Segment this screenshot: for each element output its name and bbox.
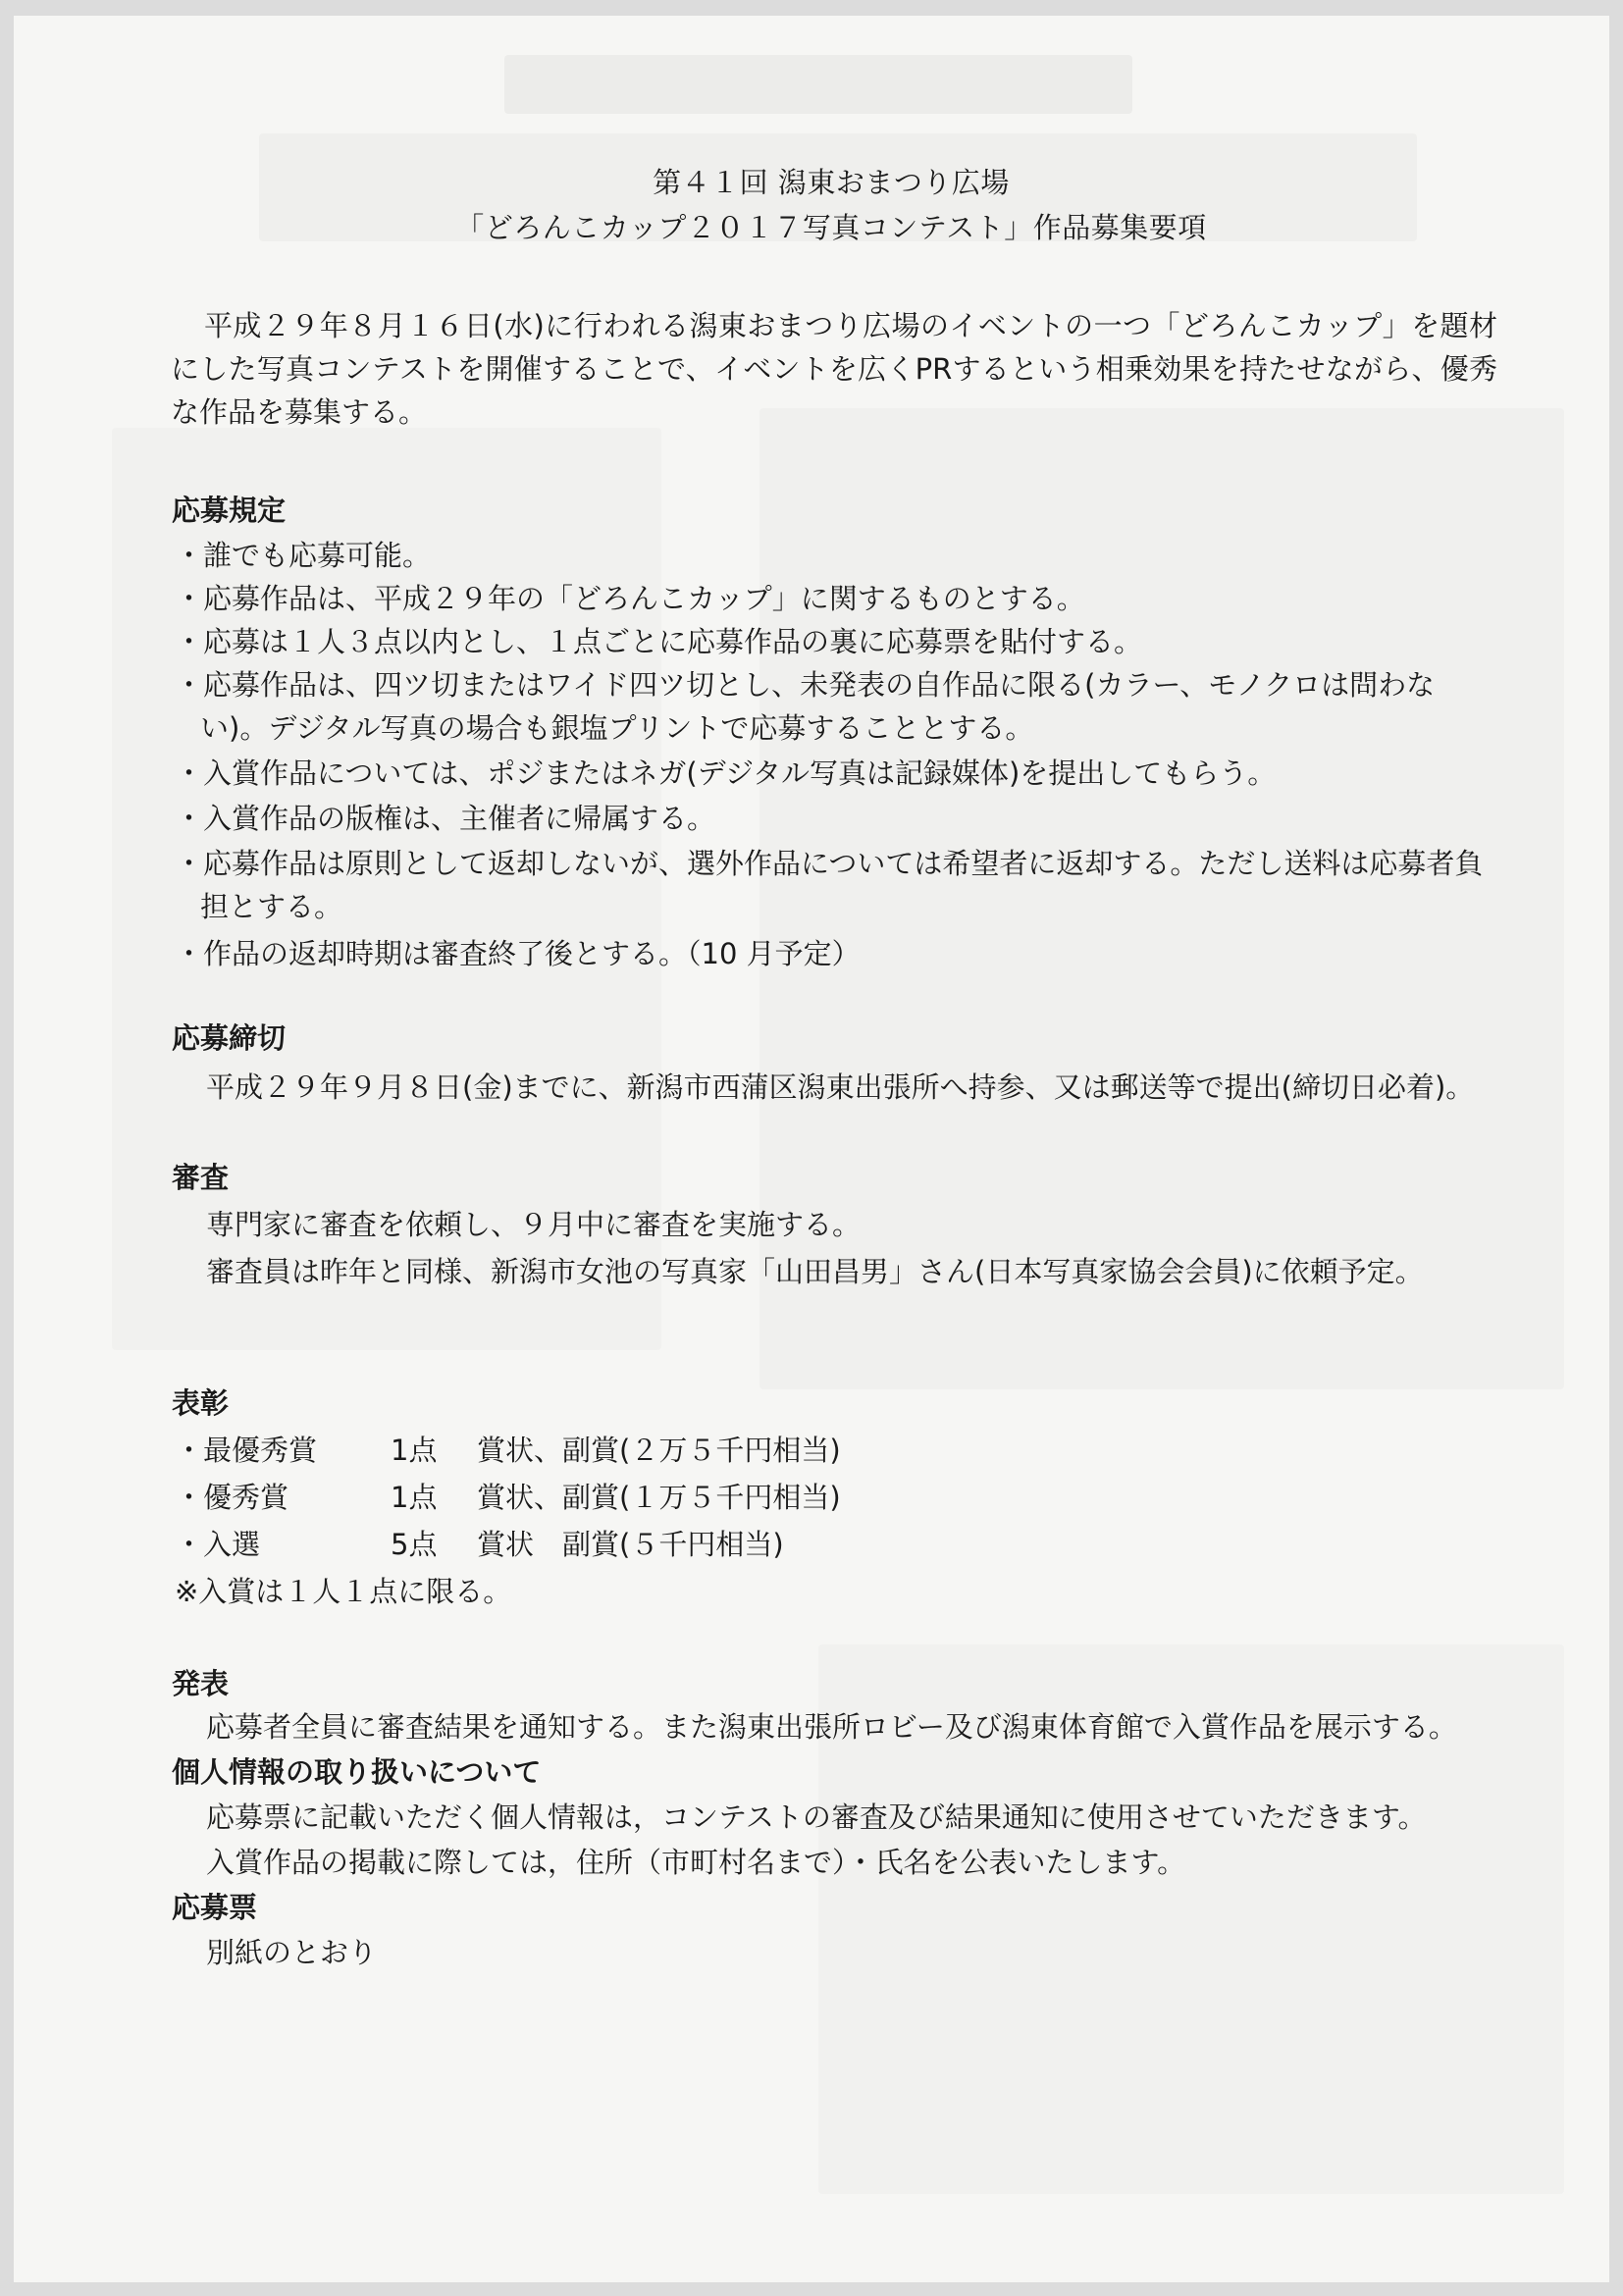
awards-note: ※入賞は１人１点に限る。 bbox=[175, 1575, 512, 1608]
award-count: 1点 bbox=[391, 1481, 438, 1514]
award-count: 5点 bbox=[391, 1528, 438, 1561]
award-prize: 賞状、副賞(１万５千円相当) bbox=[477, 1481, 841, 1514]
award-count: 1点 bbox=[391, 1434, 438, 1467]
rules-heading: 応募規定 bbox=[172, 494, 287, 527]
award-name: ・優秀賞 bbox=[175, 1481, 289, 1514]
rule-item-1: ・誰でも応募可能。 bbox=[175, 539, 432, 572]
award-row-selected bbox=[175, 1525, 784, 1564]
title-line-1: 第４１回 潟東おまつり広場 bbox=[653, 166, 1010, 199]
intro-paragraph: 平成２９年８月１６日(水)に行われる潟東おまつり広場のイベントの一つ「どろんこカップ」を題材にした写真コンテストを開催することで、イベントを広くPRするという相乗効果を持たせながら、優秀な作品を募集する。 bbox=[171, 309, 1497, 429]
rule-item-2: ・応募作品は、平成２９年の「どろんこカップ」に関するものとする。 bbox=[175, 582, 1085, 615]
privacy-line-1: 応募票に記載いただく個人情報は，コンテストの審査及び結果通知に使用させていただきます。 bbox=[206, 1800, 1427, 1834]
award-name: ・最優秀賞 bbox=[175, 1434, 318, 1467]
announcement-heading: 発表 bbox=[172, 1667, 230, 1700]
announcement-text: 応募者全員に審査結果を通知する。また潟東出張所ロビー及び潟東体育館で入賞作品を展示する。 bbox=[206, 1710, 1457, 1744]
deadline-heading: 応募締切 bbox=[172, 1021, 287, 1055]
title-line-2: 「どろんこカップ２０１７写真コンテスト」作品募集要項 bbox=[455, 211, 1207, 244]
rule-item-6: ・入賞作品の版権は、主催者に帰属する。 bbox=[175, 802, 716, 835]
rule-item-7: ・応募作品は原則として返却しないが、選外作品については希望者に返却する。ただし送料は応募者負担とする。 bbox=[175, 847, 1484, 923]
judging-line-2: 審査員は昨年と同様、新潟市女池の写真家「山田昌男」さん(日本写真家協会会員)に依頼予定。 bbox=[206, 1255, 1424, 1288]
award-row-excellent bbox=[175, 1478, 841, 1517]
deadline-text: 平成２９年９月８日(金)までに、新潟市西蒲区潟東出張所へ持参、又は郵送等で提出(締切日必着)。 bbox=[206, 1070, 1475, 1104]
rule-item-4: ・応募作品は、四ツ切またはワイド四ツ切とし、未発表の自作品に限る(カラー、モノクロは問わない)。デジタル写真の場合も銀塩プリントで応募することとする。 bbox=[175, 668, 1436, 745]
judging-line-1: 専門家に審査を依頼し、９月中に審査を実施する。 bbox=[206, 1208, 862, 1241]
award-row-grand bbox=[175, 1431, 841, 1470]
award-name: ・入選 bbox=[175, 1528, 261, 1561]
document-page bbox=[14, 16, 1609, 2282]
rule-item-3: ・応募は１人３点以内とし、１点ごとに応募作品の裏に応募票を貼付する。 bbox=[175, 625, 1143, 658]
entry-form-heading: 応募票 bbox=[172, 1891, 258, 1924]
award-prize: 賞状、副賞(２万５千円相当) bbox=[477, 1434, 841, 1467]
awards-heading: 表彰 bbox=[172, 1386, 230, 1420]
award-prize: 賞状 副賞(５千円相当) bbox=[477, 1528, 784, 1561]
rule-item-8: ・作品の返却時期は審査終了後とする。（10 月予定） bbox=[175, 937, 861, 970]
judging-heading: 審査 bbox=[172, 1161, 230, 1194]
entry-form-text: 別紙のとおり bbox=[206, 1936, 378, 1969]
rule-item-5: ・入賞作品については、ポジまたはネガ(デジタル写真は記録媒体)を提出してもらう。 bbox=[175, 757, 1277, 790]
privacy-heading: 個人情報の取り扱いについて bbox=[172, 1755, 542, 1789]
privacy-line-2: 入賞作品の掲載に際しては，住所（市町村名まで）・氏名を公表いたします。 bbox=[206, 1846, 1186, 1879]
